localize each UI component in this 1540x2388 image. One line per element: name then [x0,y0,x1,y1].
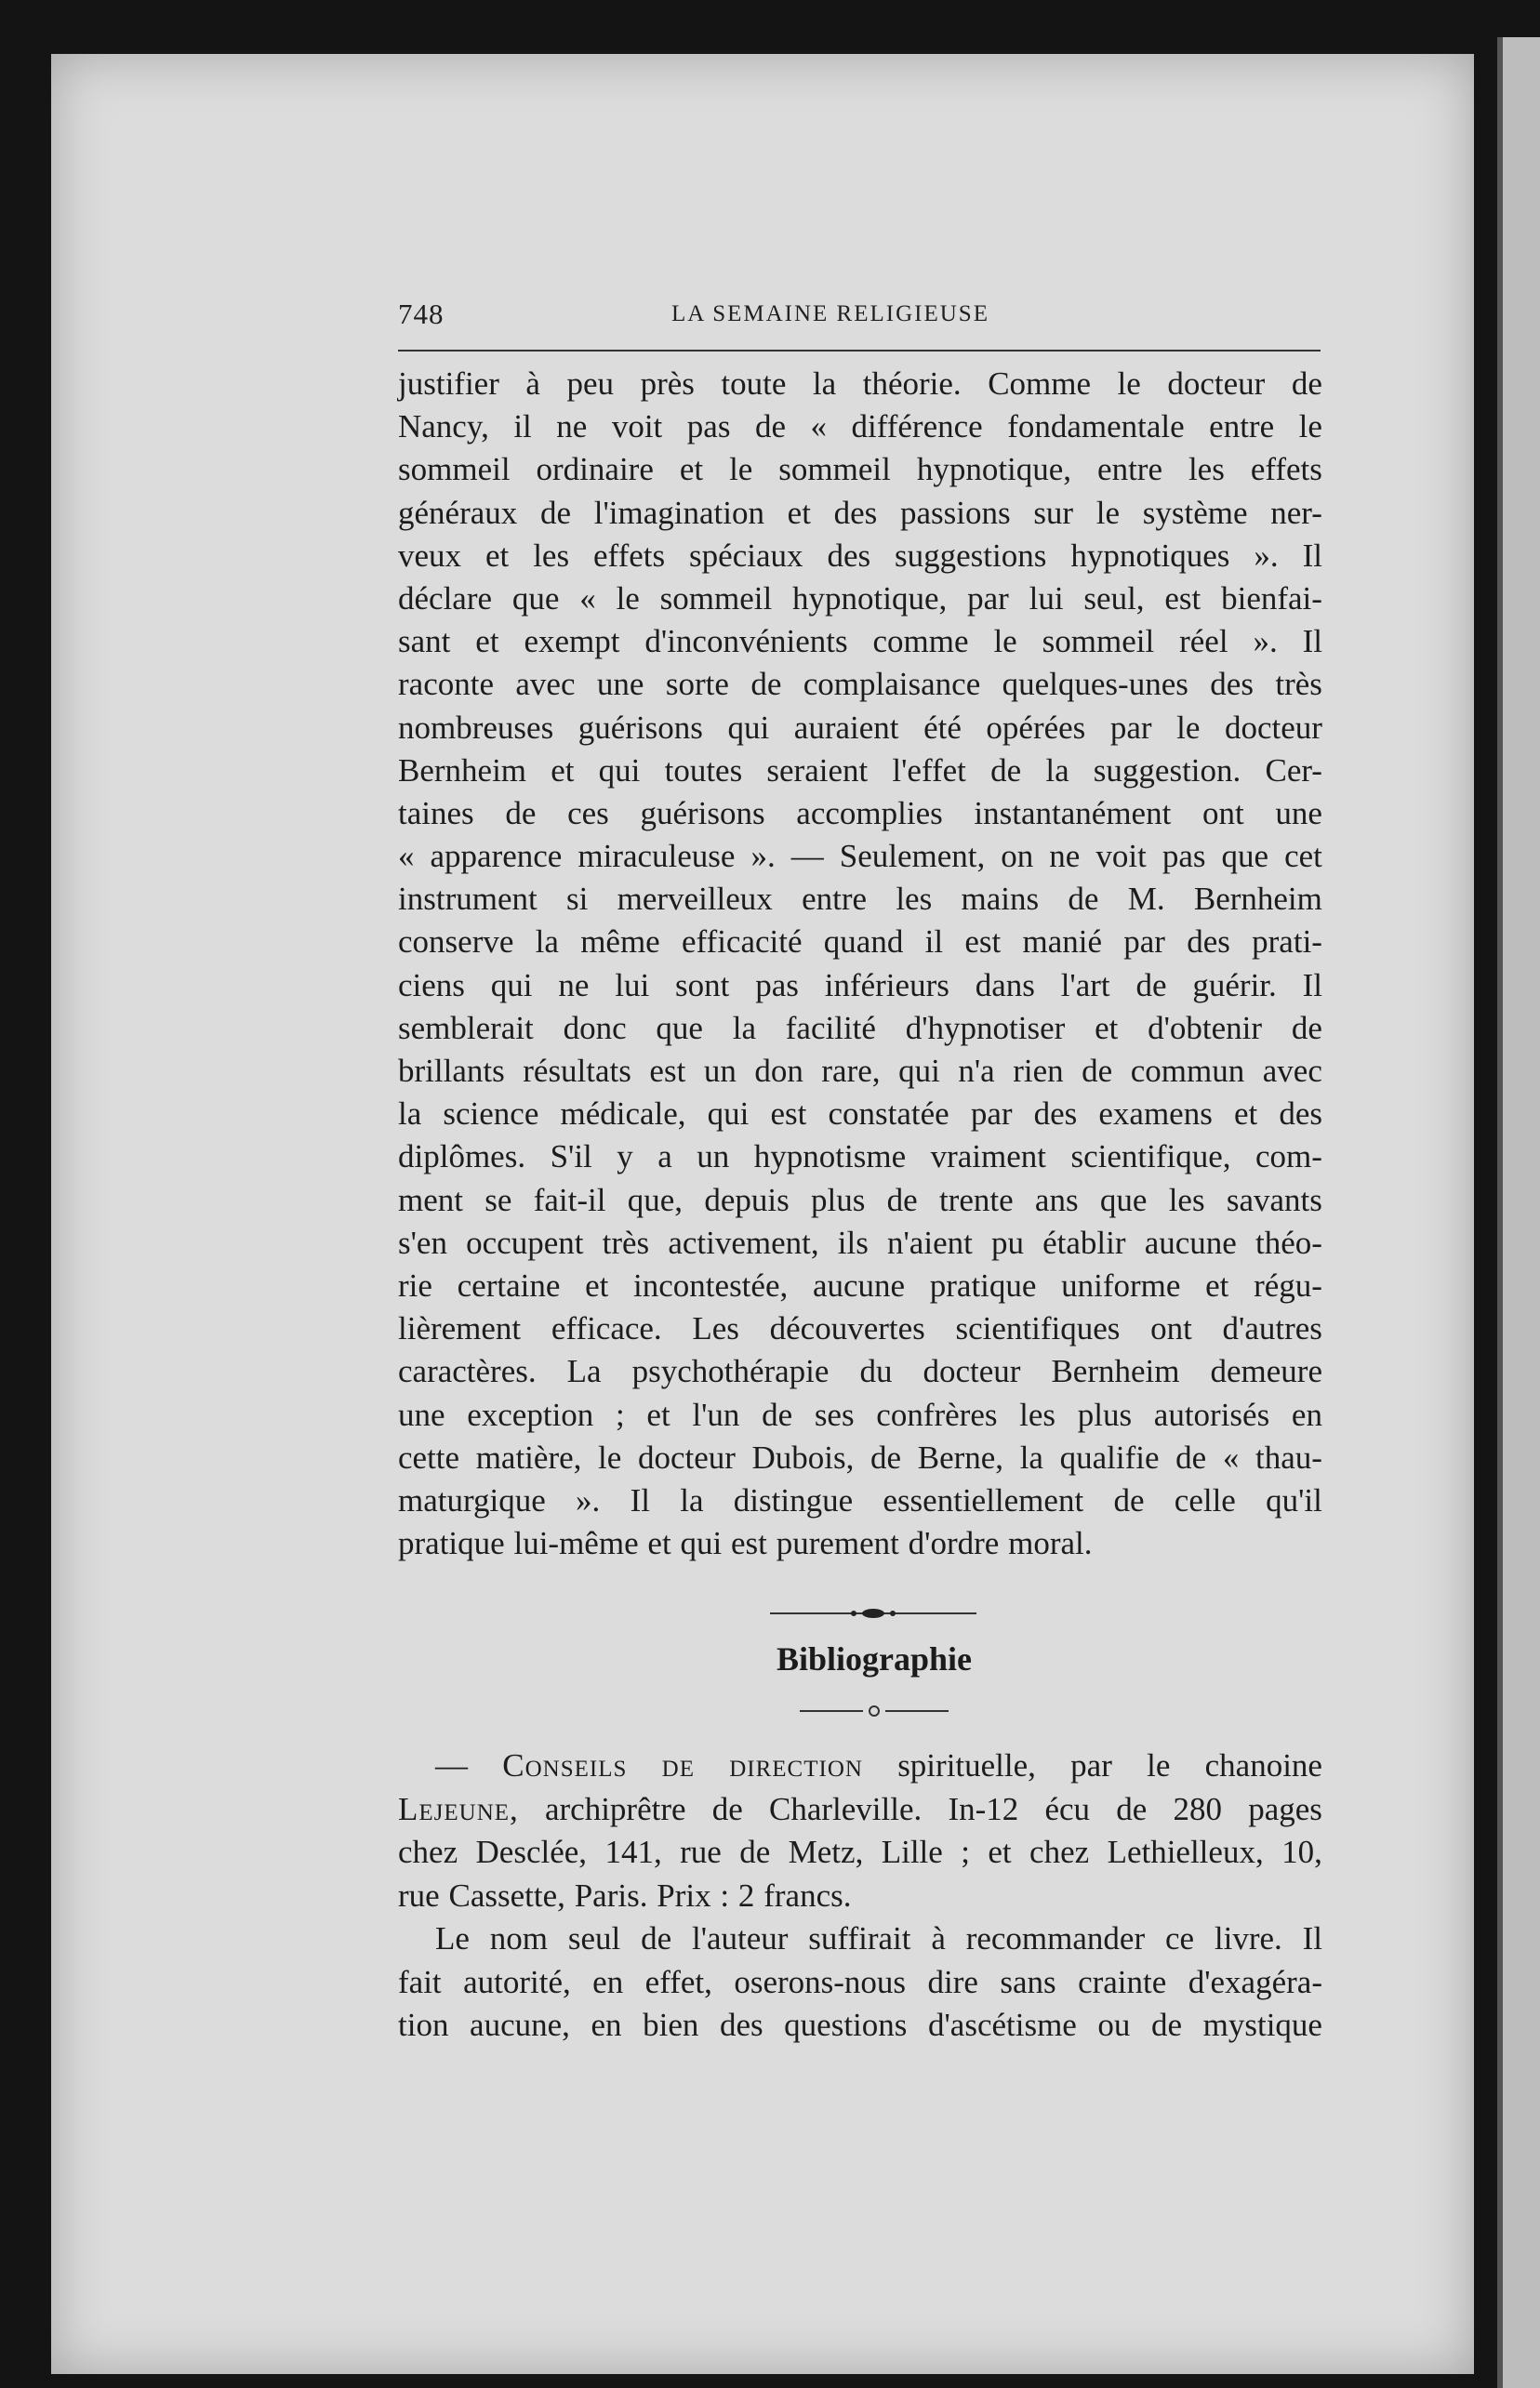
article-line: généraux de l'imagination et des passions sur le système ner- [398,494,1322,531]
bibliography-line: — Conseils de direction spirituelle, par le chanoine [435,1747,1322,1784]
article-line: Bernheim et qui toutes seraient l'effet de la suggestion. Cer- [398,751,1322,789]
article-line: une exception ; et l'un de ses confrères les plus autorisés en [398,1396,1322,1433]
article-line: rie certaine et incontestée, aucune pratique uniforme et régu- [398,1267,1322,1304]
adjacent-page-edge [1497,37,1540,2388]
article-line: ment se fait-il que, depuis plus de trente ans que les savants [398,1181,1322,1218]
bibliography-line: tion aucune, en bien des questions d'ascétisme ou de mystique [398,2007,1322,2043]
article-line: justifier à peu près toute la théorie. Comme le docteur de [398,365,1322,402]
section-title: Bibliographie [776,1640,973,1678]
article-line: cette matière, le docteur Dubois, de Berne, la qualifie de « thau- [398,1439,1322,1476]
article-text [398,363,1322,1565]
page-header [398,298,1328,344]
article-line: taines de ces guérisons accomplies instantanément ont une [398,794,1322,831]
article-line: raconte avec une sorte de complaisance quelques-unes des très [398,666,1322,703]
article-line: Nancy, il ne voit pas de « différence fondamentale entre le [398,408,1322,445]
header-rule [398,350,1321,352]
bibliography-line: Lejeune, archiprêtre de Charleville. In-12 écu de 280 pages [398,1790,1322,1827]
article-line: caractères. La psychothérapie du docteur Bernheim demeure [398,1353,1322,1390]
article-line: instrument si merveilleux entre les mains de M. Bernheim [398,881,1322,918]
title-underline-ornament [800,1697,949,1725]
article-line: sant et exempt d'inconvénients comme le sommeil réel ». Il [398,623,1322,660]
article-line: nombreuses guérisons qui auraient été opérées par le docteur [398,709,1322,746]
bibliography-line: Le nom seul de l'auteur suffirait à recommander ce livre. Il [435,1920,1322,1957]
article-line: diplômes. S'il y a un hypnotisme vraiment scientifique, com- [398,1138,1322,1175]
article-line: semblerait donc que la facilité d'hypnotiser et d'obtenir de [398,1009,1322,1046]
article-line: la science médicale, qui est constatée par des examens et des [398,1095,1322,1133]
bibliography-line: chez Desclée, 141, rue de Metz, Lille ; et chez Lethielleux, 10, [398,1834,1322,1870]
article-line: brillants résultats est un don rare, qui n'a rien de commun avec [398,1053,1322,1089]
article-line: veux et les effets spéciaux des suggestions hypnotiques ». Il [398,537,1322,574]
article-line: s'en occupent très activement, ils n'aient pu établir aucune théo- [398,1224,1322,1261]
article-line: maturgique ». Il la distingue essentiellement de celle qu'il [398,1481,1322,1519]
page-number: 748 [398,298,445,330]
running-title: LA SEMAINE RELIGIEUSE [671,301,989,326]
article-line: ciens qui ne lui sont pas inférieurs dans l'art de guérir. Il [398,966,1322,1003]
bibliography-line: rue Cassette, Paris. Prix : 2 francs. [398,1877,852,1914]
article-line: déclare que « le sommeil hypnotique, par lui seul, est bienfai- [398,579,1322,617]
article-line: « apparence miraculeuse ». — Seulement, on ne voit pas que cet [398,838,1322,875]
article-line: pratique lui-même et qui est purement d'ordre moral. [398,1525,1093,1562]
article-line: conserve la même efficacité quand il est manié par des prati- [398,923,1322,961]
bibliography-line: fait autorité, en effet, oserons-nous dire sans crainte d'exagéra- [398,1963,1322,2000]
section-divider-ornament [770,1599,976,1627]
article-line: sommeil ordinaire et le sommeil hypnotique, entre les effets [398,451,1322,488]
article-line: lièrement efficace. Les découvertes scientifiques ont d'autres [398,1310,1322,1347]
bibliography-text [398,1745,1322,2048]
